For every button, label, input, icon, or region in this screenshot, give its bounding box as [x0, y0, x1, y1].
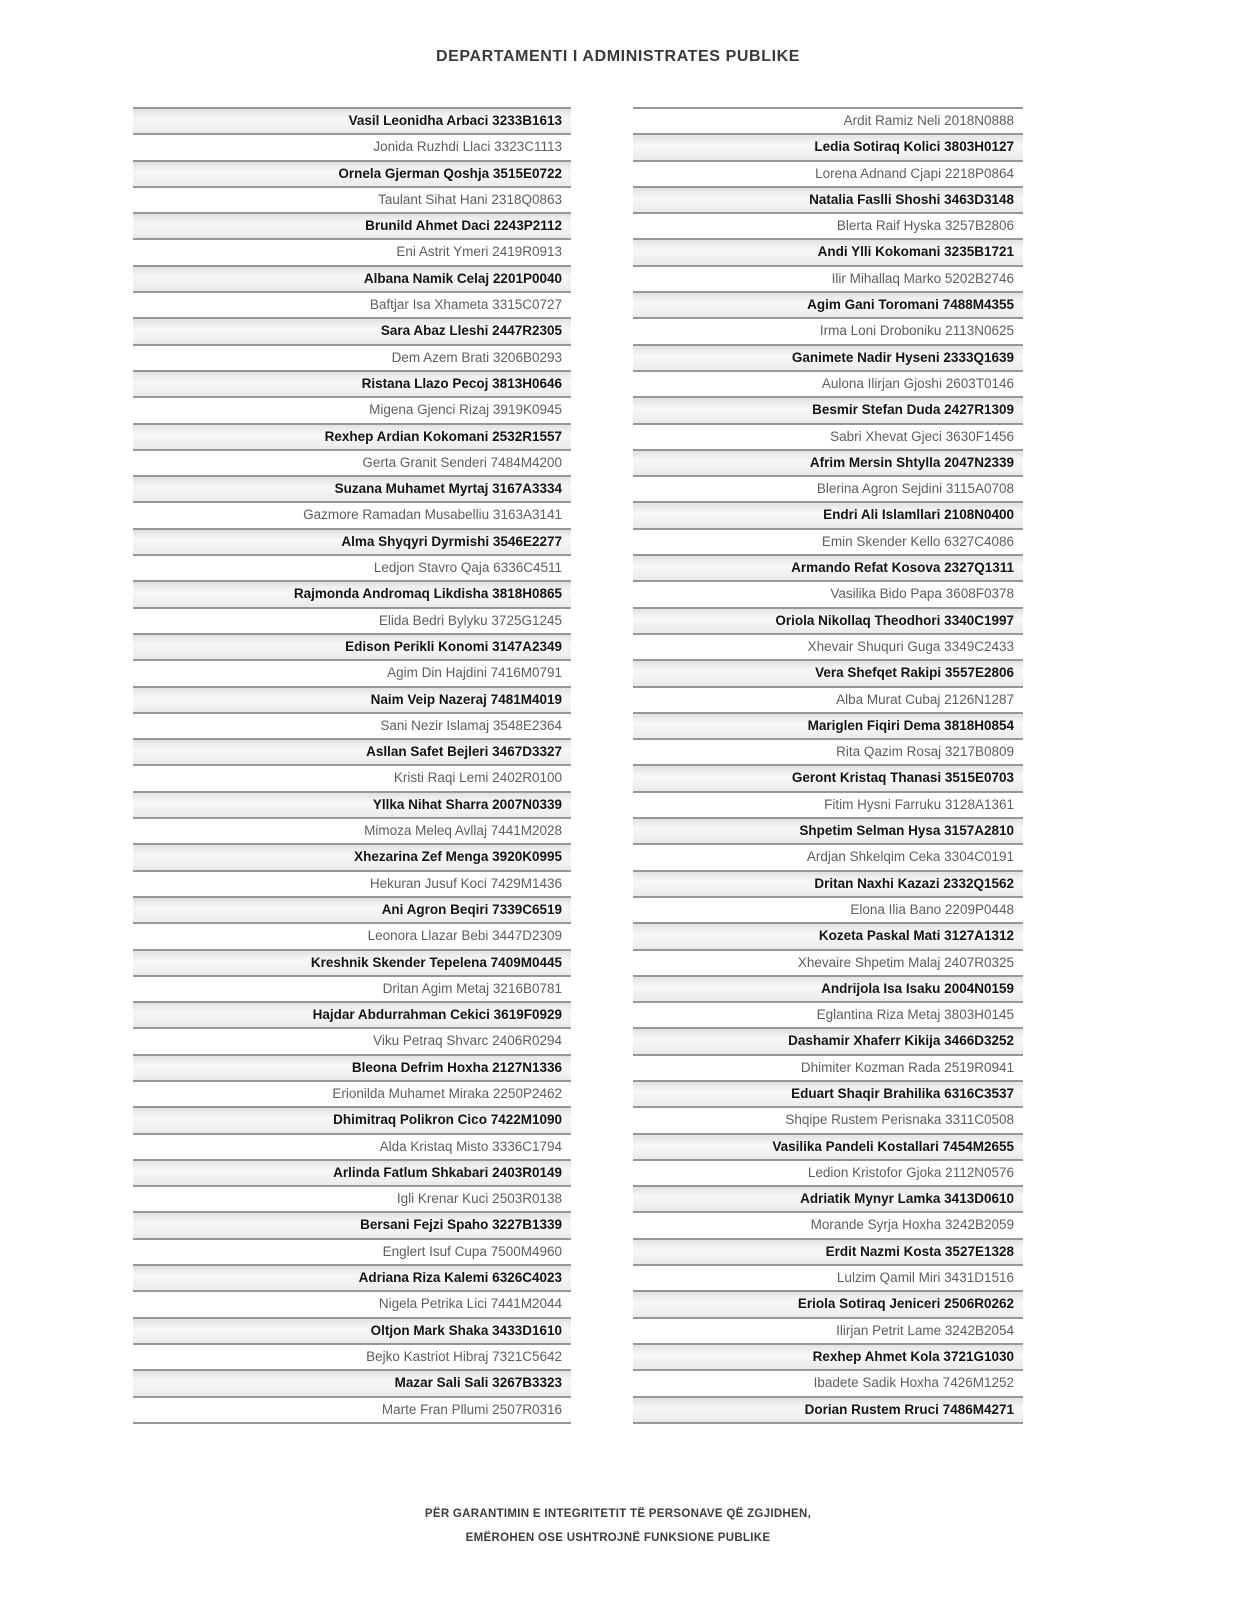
- list-item: Kozeta Paskal Mati 3127A1312: [633, 922, 1023, 948]
- list-item: Ledjon Stavro Qaja 6336C4511: [133, 554, 571, 580]
- list-item: Ledion Kristofor Gjoka 2112N0576: [633, 1159, 1023, 1185]
- list-item: Elona Ilia Bano 2209P0448: [633, 896, 1023, 922]
- list-item: Viku Petraq Shvarc 2406R0294: [133, 1027, 571, 1053]
- list-item: Shqipe Rustem Perisnaka 3311C0508: [633, 1106, 1023, 1132]
- list-item: Sabri Xhevat Gjeci 3630F1456: [633, 423, 1023, 449]
- list-item: Ilirjan Petrit Lame 3242B2054: [633, 1317, 1023, 1343]
- list-item: Lulzim Qamil Miri 3431D1516: [633, 1264, 1023, 1290]
- list-item: Bejko Kastriot Hibraj 7321C5642: [133, 1343, 571, 1369]
- list-item: Rexhep Ardian Kokomani 2532R1557: [133, 423, 571, 449]
- list-item: Ani Agron Beqiri 7339C6519: [133, 896, 571, 922]
- list-item: Ibadete Sadik Hoxha 7426M1252: [633, 1369, 1023, 1395]
- page-title: DEPARTAMENTI I ADMINISTRATES PUBLIKE: [435, 48, 801, 65]
- list-item: Ristana Llazo Pecoj 3813H0646: [133, 370, 571, 396]
- list-item: Eduart Shaqir Brahilika 6316C3537: [633, 1080, 1023, 1106]
- list-item: Englert Isuf Cupa 7500M4960: [133, 1238, 571, 1264]
- list-item: Erdit Nazmi Kosta 3527E1328: [633, 1238, 1023, 1264]
- list-item: Aulona Ilirjan Gjoshi 2603T0146: [633, 370, 1023, 396]
- name-list-right-column: [633, 107, 1023, 1424]
- list-item: Oltjon Mark Shaka 3433D1610: [133, 1317, 571, 1343]
- list-item: Bersani Fejzi Spaho 3227B1339: [133, 1211, 571, 1237]
- list-item: Endri Ali Islamllari 2108N0400: [633, 501, 1023, 527]
- list-item: Marte Fran Pllumi 2507R0316: [133, 1396, 571, 1422]
- list-item: Dem Azem Brati 3206B0293: [133, 344, 571, 370]
- list-item: Mimoza Meleq Avllaj 7441M2028: [133, 817, 571, 843]
- list-item: Jonida Ruzhdi Llaci 3323C1113: [133, 133, 571, 159]
- list-item: Hekuran Jusuf Koci 7429M1436: [133, 870, 571, 896]
- list-item: Shpetim Selman Hysa 3157A2810: [633, 817, 1023, 843]
- list-item: Taulant Sihat Hani 2318Q0863: [133, 186, 571, 212]
- list-item: Eni Astrit Ymeri 2419R0913: [133, 238, 571, 264]
- list-item: Ornela Gjerman Qoshja 3515E0722: [133, 160, 571, 186]
- list-item: Baftjar Isa Xhameta 3315C0727: [133, 291, 571, 317]
- list-item: Blerta Raif Hyska 3257B2806: [633, 212, 1023, 238]
- list-item: Eglantina Riza Metaj 3803H0145: [633, 1001, 1023, 1027]
- list-item: Gazmore Ramadan Musabelliu 3163A3141: [133, 501, 571, 527]
- list-item: Andi Ylli Kokomani 3235B1721: [633, 238, 1023, 264]
- list-item: Suzana Muhamet Myrtaj 3167A3334: [133, 475, 571, 501]
- list-item: Vera Shefqet Rakipi 3557E2806: [633, 659, 1023, 685]
- list-item: Hajdar Abdurrahman Cekici 3619F0929: [133, 1001, 571, 1027]
- list-item: Vasilika Bido Papa 3608F0378: [633, 580, 1023, 606]
- list-item: Igli Krenar Kuci 2503R0138: [133, 1185, 571, 1211]
- list-item: Dorian Rustem Rruci 7486M4271: [633, 1396, 1023, 1422]
- list-item: Ardit Ramiz Neli 2018N0888: [633, 107, 1023, 133]
- list-item: Besmir Stefan Duda 2427R1309: [633, 396, 1023, 422]
- list-item: Fitim Hysni Farruku 3128A1361: [633, 791, 1023, 817]
- list-item: Afrim Mersin Shtylla 2047N2339: [633, 449, 1023, 475]
- footer-line-2: EMËROHEN OSE USHTROJNË FUNKSIONE PUBLIKE: [465, 1532, 771, 1544]
- footer-line-1: PËR GARANTIMIN E INTEGRITETIT TË PERSONAVE QË ZGJIDHEN,: [424, 1508, 812, 1520]
- list-item: Irma Loni Droboniku 2113N0625: [633, 317, 1023, 343]
- list-item: Gerta Granit Senderi 7484M4200: [133, 449, 571, 475]
- list-item: Mariglen Fiqiri Dema 3818H0854: [633, 712, 1023, 738]
- list-item: Rita Qazim Rosaj 3217B0809: [633, 738, 1023, 764]
- list-item: Ardjan Shkelqim Ceka 3304C0191: [633, 843, 1023, 869]
- list-item: Armando Refat Kosova 2327Q1311: [633, 554, 1023, 580]
- list-item: Mazar Sali Sali 3267B3323: [133, 1369, 571, 1395]
- name-list-left-column: [133, 107, 571, 1424]
- list-item: Dashamir Xhaferr Kikija 3466D3252: [633, 1027, 1023, 1053]
- list-item: Agim Din Hajdini 7416M0791: [133, 659, 571, 685]
- list-item: Edison Perikli Konomi 3147A2349: [133, 633, 571, 659]
- list-item: Asllan Safet Bejleri 3467D3327: [133, 738, 571, 764]
- list-item: Dhimiter Kozman Rada 2519R0941: [633, 1054, 1023, 1080]
- list-item: Adriana Riza Kalemi 6326C4023: [133, 1264, 571, 1290]
- list-item: Agim Gani Toromani 7488M4355: [633, 291, 1023, 317]
- list-item: Brunild Ahmet Daci 2243P2112: [133, 212, 571, 238]
- list-item: Dritan Naxhi Kazazi 2332Q1562: [633, 870, 1023, 896]
- list-item: Yllka Nihat Sharra 2007N0339: [133, 791, 571, 817]
- list-item: Morande Syrja Hoxha 3242B2059: [633, 1211, 1023, 1237]
- list-item: Andrijola Isa Isaku 2004N0159: [633, 975, 1023, 1001]
- list-item: Ilir Mihallaq Marko 5202B2746: [633, 265, 1023, 291]
- list-item: Sani Nezir Islamaj 3548E2364: [133, 712, 571, 738]
- list-item: Erionilda Muhamet Miraka 2250P2462: [133, 1080, 571, 1106]
- list-item: Eriola Sotiraq Jeniceri 2506R0262: [633, 1290, 1023, 1316]
- list-item: Albana Namik Celaj 2201P0040: [133, 265, 571, 291]
- list-item: Vasilika Pandeli Kostallari 7454M2655: [633, 1133, 1023, 1159]
- footer: [0, 1502, 1236, 1550]
- list-item: Natalia Faslli Shoshi 3463D3148: [633, 186, 1023, 212]
- list-item: Xhezarina Zef Menga 3920K0995: [133, 843, 571, 869]
- list-item: Kristi Raqi Lemi 2402R0100: [133, 764, 571, 790]
- list-item: Rajmonda Andromaq Likdisha 3818H0865: [133, 580, 571, 606]
- list-item: Lorena Adnand Cjapi 2218P0864: [633, 160, 1023, 186]
- list-item: Ganimete Nadir Hyseni 2333Q1639: [633, 344, 1023, 370]
- list-item: Adriatik Mynyr Lamka 3413D0610: [633, 1185, 1023, 1211]
- list-item: Elida Bedri Bylyku 3725G1245: [133, 607, 571, 633]
- list-item: Bleona Defrim Hoxha 2127N1336: [133, 1054, 571, 1080]
- list-item: Alba Murat Cubaj 2126N1287: [633, 686, 1023, 712]
- list-item: Xhevair Shuquri Guga 3349C2433: [633, 633, 1023, 659]
- list-item: Sara Abaz Lleshi 2447R2305: [133, 317, 571, 343]
- list-item: Dritan Agim Metaj 3216B0781: [133, 975, 571, 1001]
- list-item: Oriola Nikollaq Theodhori 3340C1997: [633, 607, 1023, 633]
- list-item: Rexhep Ahmet Kola 3721G1030: [633, 1343, 1023, 1369]
- list-item: Alda Kristaq Misto 3336C1794: [133, 1133, 571, 1159]
- list-item: Leonora Llazar Bebi 3447D2309: [133, 922, 571, 948]
- list-item: Vasil Leonidha Arbaci 3233B1613: [133, 107, 571, 133]
- list-item: Migena Gjenci Rizaj 3919K0945: [133, 396, 571, 422]
- list-item: Naim Veip Nazeraj 7481M4019: [133, 686, 571, 712]
- list-item: Alma Shyqyri Dyrmishi 3546E2277: [133, 528, 571, 554]
- list-item: Emin Skender Kello 6327C4086: [633, 528, 1023, 554]
- list-item: Nigela Petrika Lici 7441M2044: [133, 1290, 571, 1316]
- list-item: Blerina Agron Sejdini 3115A0708: [633, 475, 1023, 501]
- list-item: Ledia Sotiraq Kolici 3803H0127: [633, 133, 1023, 159]
- list-item: Dhimitraq Polikron Cico 7422M1090: [133, 1106, 571, 1132]
- list-item: Arlinda Fatlum Shkabari 2403R0149: [133, 1159, 571, 1185]
- list-item: Geront Kristaq Thanasi 3515E0703: [633, 764, 1023, 790]
- list-item: Xhevaire Shpetim Malaj 2407R0325: [633, 949, 1023, 975]
- list-item: Kreshnik Skender Tepelena 7409M0445: [133, 949, 571, 975]
